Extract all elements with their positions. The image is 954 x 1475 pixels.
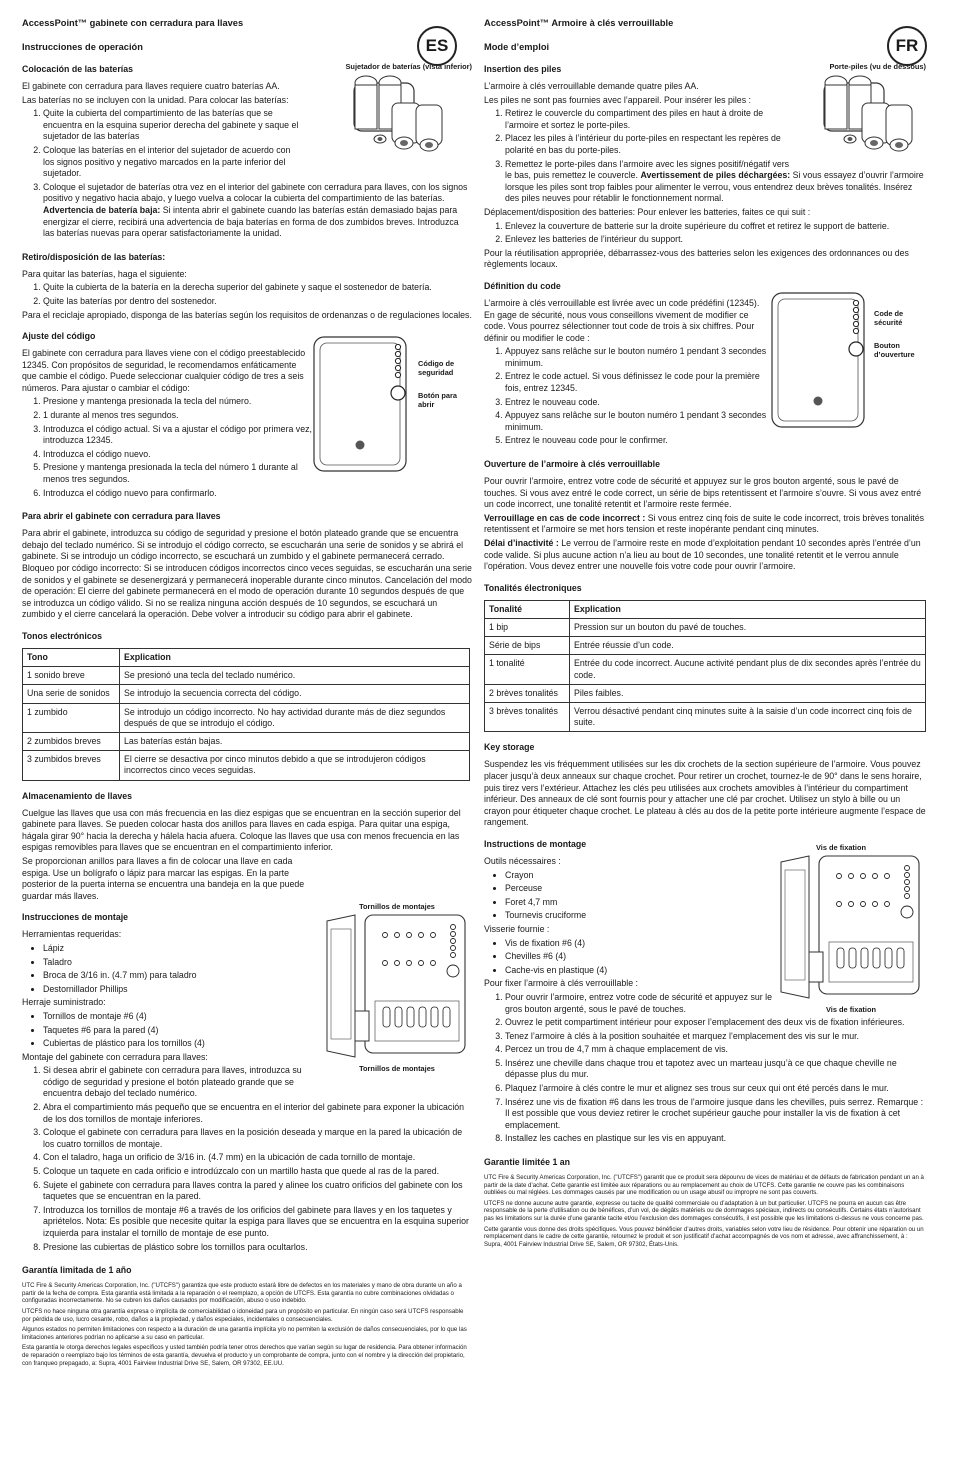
fr-mount-section — [484, 839, 926, 1147]
es-removal-step1: 1. Quite la cubierta de la batería en la derecha superior del gabinete y saque el sostenedor de batería. — [43, 282, 472, 294]
table-row — [23, 732, 470, 750]
fr-tones-heading: Tonalités électroniques — [484, 582, 582, 593]
es-title: AccessPoint™ gabinete con cerradura para llaves — [22, 18, 244, 28]
fr-mount-label-bottom: Vis de fixation — [826, 1004, 876, 1014]
spanish-column — [22, 18, 472, 1370]
list-item: 6. Introduzca el código nuevo para confirmarlo. — [43, 488, 472, 500]
table-cell: Las baterías están bajas. — [120, 732, 470, 750]
cabinet-open-icon — [325, 911, 469, 1059]
fr-open-heading: Ouverture de l’armoire à clés verrouillable — [484, 459, 661, 470]
list-item: • Vis de fixation #6 (4) — [505, 938, 926, 950]
table-cell: Piles faibles. — [570, 684, 926, 702]
table-cell: Tonalité — [485, 600, 570, 618]
table-cell: Série de bips — [485, 637, 570, 655]
table-cell: El cierre se desactiva por cinco minutos debido a que se introdujeron códigos incorrectos cinco veces seguidas. — [120, 751, 470, 780]
cabinet-closed-icon — [312, 335, 408, 473]
fr-warranty-p3: Cette garantie vous donne des droits spécifiques. Vous pouvez bénéficier d’autres droits, variables selon votre lieu de résidence. Pour obtenir une réparation ou un remplacement dans le cadre de cette garantie, retournez le produit et son justificatif d’achat accompagnés de vos nom et adresse, avec affranchissement, à : Supra, 4001 Fairview Industrial Drive SE, Salem, OR 97302, États-Unis. — [484, 1225, 924, 1248]
table-cell: 1 bip — [485, 618, 570, 636]
list-item: 5. Presione y mantenga presionada la tecla del número 1 durante al menos tres segundos. — [43, 462, 472, 485]
es-tools-label: Herramientas requeridas: — [22, 929, 122, 940]
language-badge-fr: FR — [887, 26, 927, 66]
es-removal-recycle: Para el reciclaje apropiado, disponga de las baterías según los requisitos de ordenanzas o de regulaciones locales. — [22, 309, 472, 320]
es-batteries-step3: 3. Coloque el sujetador de baterías otra vez en el interior del gabinete con cerradura para llaves, con los signos positivo y negativo hacia abajo, y luego vuelva a colocar la cubierta del compartimiento de las baterías. Advertencia de batería baja: Si intenta abrir el gabinete cuando las baterías están demasiado bajas para energizar el cierre, recibirá una advertencia de baja baterías en forma de dos zumbidos breves. Introduzca las baterías nuevas para operar satisfactoriamente la unidad. — [43, 182, 472, 240]
list-item: • Lápiz — [43, 943, 472, 955]
list-item: • Crayon — [505, 870, 926, 882]
list-item: 2. 1 durante al menos tres segundos. — [43, 410, 472, 422]
table-cell: Se presionó una tecla del teclado numérico. — [120, 667, 470, 685]
fr-tones-table — [484, 600, 926, 733]
fr-label-button: Bouton d’ouverture — [874, 340, 915, 359]
es-storage-text1: Cuelgue las llaves que usa con más frecuencia en las diez espigas que se encuentran en la sección superior del gabinete para llaves. Se pueden colocar hasta dos anillos para llaves en cada espiga. Para quitar una espiga, hágala girar 90° hacia la derecha y hálela hacia afuera. Coloque las llaves que usa con menos frecuencia en las espigas removibles para llaves que se encuentran en el compartimiento inferior. — [22, 807, 461, 853]
list-item: • Tornillos de montaje #6 (4) — [43, 1011, 472, 1023]
list-item: 5. Coloque un taquete en cada orificio e introdúzcalo con un martillo hasta que quede al ras de la pared. — [43, 1166, 472, 1178]
list-item: 4. Percez un trou de 4,7 mm à chaque emplacement de vis. — [505, 1044, 926, 1056]
es-warranty-heading: Garantía limitada de 1 año — [22, 1265, 132, 1276]
list-item: • Cache-vis en plastique (4) — [505, 965, 926, 977]
fr-open-text: Pour ouvrir l’armoire, entrez votre code de sécurité et appuyez sur le gros bouton argenté, sous le pavé de touches. Si vous avez entré le code correct, un série de bips retentissent et l’armoire s’ouvre. Si vous avez entré un code incorrect, une tonalité retentit et l’armoire reste fermée. — [484, 476, 922, 510]
es-label-code: Código de seguridad — [418, 359, 455, 378]
table-cell: Se introdujo la secuencia correcta del código. — [120, 685, 470, 703]
list-item: • Cubiertas de plástico para los tornillos (4) — [43, 1038, 472, 1050]
battery-holder-icon — [820, 73, 916, 155]
fr-title: AccessPoint™ Armoire à clés verrouillable — [484, 18, 674, 28]
fr-open-delay: Délai d’inactivité : Le verrou de l’armoire reste en mode d’exploitation pendant 10 secondes après l’entrée d’un code valide. Si plus aucune action n’a lieu au bout de 10 secondes, une tonalité retentit et le verrou annule l’opération. Vous devez entrer une nouvelle fois votre code pour ouvrir l’armoire. — [484, 538, 921, 572]
table-row — [485, 637, 926, 655]
es-cabinet-figure — [312, 335, 472, 479]
table-cell: 2 zumbidos breves — [23, 732, 120, 750]
es-tones-heading: Tonos electrónicos — [22, 630, 103, 641]
list-item: 6. Plaquez l’armoire à clés contre le mur et alignez ses trous sur ceux qui ont été percés dans le mur. — [505, 1083, 926, 1095]
list-item: 5. Entrez le nouveau code pour le confirmer. — [505, 435, 926, 447]
list-item: 2. Entrez le code actuel. Si vous définissez le code pour la première fois, entrez 12345. — [505, 371, 926, 394]
fr-storage-text: Suspendez les vis fréquemment utilisées sur les dix crochets de la section supérieure de l’armoire. Vous pouvez placer jusqu’à deux anneaux sur chaque crochet. Pour retirer un crochet, tournez-le de 90° dans le sens horaire, puis tirez vers l’extérieur. Attachez les clés peu utilisées aux crochets amovibles à l’intérieur du compartiment inférieur. Des anneaux de clé sont fournis pour y attacher une clé par crochet. Utilisez un stylo à bille ou un crayon pour étiqueter chaque crochet. Le plateau à clés au dos de la petite porte intérieure augmente l’espace de rangement. — [484, 759, 926, 828]
es-code-heading: Ajuste del código — [22, 331, 96, 342]
fr-removal-step1: 1. Enlevez la couverture de batterie sur la droite supérieure du coffret et retirez le support de batterie. — [505, 221, 926, 233]
list-item: 1. Pour ouvrir l’armoire, entrez votre code de sécurité et appuyez sur le gros bouton argenté, sous le pavé de touches. — [505, 992, 926, 1015]
table-cell: Entrée réussie d’un code. — [570, 637, 926, 655]
fr-mount-figure — [776, 843, 926, 1014]
fr-tools-label: Outils nécessaires : — [484, 855, 561, 866]
list-item: • Broca de 3/16 in. (4.7 mm) para taladro — [43, 970, 472, 982]
fr-mount-label-top: Vis de fixation — [816, 842, 866, 852]
es-batteries-section — [22, 64, 472, 242]
es-storage-heading: Almacenamiento de llaves — [22, 790, 133, 801]
fr-warranty-p2: UTCFS ne donne aucune autre garantie, expresse ou tacite de qualité commerciale ou d’adaptation à un but particulier. UTCFS ne pourra en aucun cas être responsable de la perte d’utilisation ou de bénéfices, d’un vol, de dégâts matériels ou de dommages spéciaux, indirects ou consécutifs. Certains états n’autorisant pas les limitations sur la durée d’une garantie tacite et/ou l’exclusion des dommages consécutifs, il est possible que les limitations ci-dessus ne vous concerne pas. — [484, 1199, 924, 1222]
fr-code-intro: L’armoire à clés verrouillable est livrée avec un code prédéfini (12345). En gage de sécurité, nous vous conseillons vivement de modifier ce code. Vous pourrez sélectionner tout code de trois à six chiffres. Pour définir ou modifier le code : — [484, 297, 760, 343]
fr-mount-heading: Instructions de montage — [484, 838, 587, 849]
table-cell: Entrée du code incorrect. Aucune activité pendant plus de dix secondes après l’entrée du code. — [570, 655, 926, 684]
table-cell: Una serie de sonidos — [23, 685, 120, 703]
es-mounting-label: Montaje del gabinete con cerradura para llaves: — [22, 1051, 208, 1062]
fr-batteries-step1: 1. Retirez le couvercle du compartiment des piles en haut à droite de l’armoire et sortez le porte-piles. — [505, 108, 926, 131]
list-item: 8. Installez les caches en plastique sur les vis en appuyant. — [505, 1133, 926, 1145]
es-warranty-p3: Algunos estados no permiten limitaciones con respecto a la duración de una garantía implícita y/o no permiten la exclusión de daños consecuenciales, por lo que las limitaciones anteriores podrían no aplicarse a su caso en particular. — [22, 1326, 467, 1341]
es-battery-figure-label: Sujetador de baterías (vista inferior) — [345, 62, 472, 71]
fr-mounting-label: Pour fixer l’armoire à clés verrouillable : — [484, 978, 639, 989]
list-item: 3. Coloque el gabinete con cerradura para llaves en la posición deseada y marque en la pared la ubicación de los cuatro tornillos de montaje. — [43, 1127, 472, 1150]
es-warranty-p2: UTCFS no hace ninguna otra garantía expresa o implícita de comerciabilidad o idoneidad para un propósito en particular. En ningún caso será UTCFS responsable por pérdida de uso, lucro cesante, robo, daños a la propiedad, y daños especiales, incidentales o consecuenciales. — [22, 1307, 464, 1323]
fr-batteries-intro2: Les piles ne sont pas fournies avec l’appareil. Pour insérer les piles : — [484, 94, 751, 105]
es-batteries-step1: 1. Quite la cubierta del compartimiento de las baterías que se encuentra en la esquina superior derecha del gabinete y saque el sujetador de las baterías — [43, 108, 303, 143]
es-open-text: Para abrir el gabinete, introduzca su código de seguridad y presione el botón plateado grande que se encuentra debajo del teclado numérico. Si se introdujo el código correcto, se escucharán una serie de sonidos y se abrirá el gabinete. Si se introdujo un código incorrecto, se escuchará un zumbido y el gabinete permanecerá cerrado. Bloqueo por código incorrecto: Si se introducen códigos incorrectos cinco veces seguidas, se escucharán una serie de sonidos y el gabinete se desenergizará y permanecerá inoperable durante cinco minutos. Cancelación del modo de operación: El cierre del gabinete permanecerá en el modo de operación durante 10 segundos después de que se introduzca un código válido. Si no se realiza ninguna acción después de 10 segundos, se escuchará un zumbido y el cierre cancelará la operación. Debe volver a introducir su código para abrir el gabinete. — [22, 528, 472, 620]
table-cell: 1 zumbido — [23, 703, 120, 732]
list-item: 8. Presione las cubiertas de plástico sobre los tornillos para ocultarlos. — [43, 1242, 472, 1254]
table-row — [23, 751, 470, 780]
table-cell: Se introdujo un código incorrecto. No hay actividad durante más de diez segundos después de que se introdujo el código. — [120, 703, 470, 732]
battery-holder-icon — [350, 73, 446, 155]
fr-warranty-heading: Garantie limitée 1 an — [484, 1157, 571, 1168]
fr-removal-step2: 2. Enlevez les batteries de l’intérieur du support. — [505, 234, 926, 246]
es-label-button: Botón para abrir — [418, 391, 458, 410]
fr-batteries-step3: 3. Remettez le porte-piles dans l’armoire avec les signes positif/négatif vers le bas, puis remettez le couvercle. Avertissement de piles déchargées: Si vous essayez d’ouvrir l’armoire lorsque les piles sont trop faibles pour alimenter le verrou, vous entendrez deux brèves tonalités. Insérez des piles neuves pour rétablir le fonctionnement normal. — [505, 159, 926, 205]
list-item: • Chevilles #6 (4) — [505, 951, 926, 963]
table-cell: Tono — [23, 648, 120, 666]
es-storage-text2: Se proporcionan anillos para llaves a fin de colocar una llave en cada espiga. Use un bolígrafo o lápiz para marcar las espigas. En la parte posterior de la puerta interna se encuentra una bandeja en la que puede guardar más llaves. — [22, 855, 305, 901]
fr-batteries-intro1: L’armoire à clés verrouillable demande quatre piles AA. — [484, 81, 699, 91]
list-item: • Taladro — [43, 957, 472, 969]
list-item: 3. Introduzca el código actual. Si va a ajustar el código por primera vez, introduzca 12345. — [43, 424, 472, 447]
es-subtitle: Instrucciones de operación — [22, 42, 143, 52]
fr-removal-recycle: Pour la réutilisation appropriée, débarrassez-vous des batteries selon les exigences des ordonnances ou des règlements locaux. — [484, 247, 909, 270]
cabinet-closed-icon — [770, 291, 866, 429]
table-row — [485, 618, 926, 636]
es-warranty-p1: UTC Fire & Security Americas Corporation, Inc. ("UTCFS") garantiza que este producto estará libre de defectos en los materiales y mano de obra durante un año a partir de la fecha de compra. Esta garantía está limitada a la reparación o el reemplazo, a opción de UTCFS. Esta garantía no cubre combinaciones olvidadas o configuradas incorrectamente. No se cubren los daños causados por modificación, abuso o uso indebido. — [22, 1282, 462, 1305]
list-item: 7. Introduzca los tornillos de montaje #6 a través de los orificios del gabinete para llaves y en los taquetes y apriételos. Nota: Es posible que necesite quitar la espiga para llaves que se encuentra en la esquina superior izquierda para instalar el tornillo de montaje de ese punto. — [43, 1205, 472, 1240]
es-mount-figure — [322, 902, 472, 1073]
es-open-heading: Para abrir el gabinete con cerradura para llaves — [22, 511, 221, 522]
table-cell: 3 zumbidos breves — [23, 751, 120, 780]
es-batteries-step2: 2. Coloque las baterías en el interior del sujetador de acuerdo con los signos positivo y negativo marcados en la parte inferior del sujetador. — [43, 145, 303, 180]
list-item: 1. Appuyez sans relâche sur le bouton numéro 1 pendant 3 secondes minimum. — [505, 346, 926, 369]
table-cell: Explication — [570, 600, 926, 618]
list-item: 4. Introduzca el código nuevo. — [43, 449, 472, 461]
es-removal-heading: Retiro/disposición de las baterías: — [22, 251, 166, 262]
list-item: 4. Appuyez sans relâche sur le bouton numéro 1 pendant 3 secondes minimum. — [505, 410, 926, 433]
fr-warranty-p1: UTC Fire & Security Americas Corporation, Inc. ("UTCFS") garantit que ce produit sera dépourvu de vices de matériau et de défauts de fabrication pendant un an à partir de la date d’achat. Cette garantie est limitée aux réparations ou au remplacement au choix de UTCFS. Cette garantie ne couvre pas les combinaisons oubliées ou mal réglées. Les dommages causés par une modification ou un usage abusif ou impropre ne sont pas couverts. — [484, 1174, 924, 1197]
fr-removal-intro: Déplacement/disposition des batteries: Pour enlever les batteries, faites ce qui suit : — [484, 206, 811, 217]
list-item: 4. Con el taladro, haga un orificio de 3/16 in. (4.7 mm) en la ubicación de cada tornillo de montaje. — [43, 1152, 472, 1164]
es-code-intro: El gabinete con cerradura para llaves viene con el código preestablecido 12345. Con propósitos de seguridad, le recomendamos enfáticamente que cambie el código. Puede seleccionar cualquier código de tres a seis números. Para ajustar o cambiar el código: — [22, 348, 306, 393]
table-cell: 3 brèves tonalités — [485, 703, 570, 732]
es-removal-step2: 2. Quite las baterías por dentro del sostenedor. — [43, 296, 472, 308]
es-mount-label-bottom: Tornillos de montajes — [359, 1064, 435, 1074]
list-item: • Destornillador Phillips — [43, 984, 472, 996]
es-battery-figure — [332, 62, 472, 160]
list-item: • Perceuse — [505, 883, 926, 895]
es-batteries-intro1: El gabinete con cerradura para llaves requiere cuatro baterías AA. — [22, 81, 280, 91]
fr-batteries-step2: 2. Placez les piles à l’intérieur du porte-piles en respectant les repères de polarité en bas du porte-piles. — [505, 133, 926, 156]
es-mount-heading: Instrucciones de montaje — [22, 912, 129, 923]
list-item: 3. Entrez le nouveau code. — [505, 397, 926, 409]
es-mount-section — [22, 902, 472, 1255]
table-cell: Verrou désactivé pendant cinq minutes suite à la saisie d’un code incorrect cinq fois de suite. — [570, 703, 926, 732]
list-item: 2. Ouvrez le petit compartiment intérieur pour exposer l’emplacement des deux vis de fixation inférieures. — [505, 1017, 926, 1029]
list-item: • Taquetes #6 para la pared (4) — [43, 1025, 472, 1037]
table-row — [23, 667, 470, 685]
table-row — [485, 655, 926, 684]
list-item: 1. Si desea abrir el gabinete con cerradura para llaves, introduzca su código de seguridad y presione el botón plateado grande que se encuentra debajo del teclado numérico. — [43, 1065, 305, 1100]
list-item — [23, 648, 470, 666]
es-tones-table — [22, 648, 470, 781]
es-batteries-intro2: Las baterías no se incluyen con la unidad. Para colocar las baterías: — [22, 94, 289, 105]
fr-open-lock: Verrouillage en cas de code incorrect : Si vous entrez cinq fois de suite le code incorrect, trois brèves tonalités retentissent et l’armoire se met hors tension et reste inopérante pendant cinq minutes. — [484, 512, 925, 535]
cabinet-open-icon — [779, 852, 923, 1000]
list-item: 2. Abra el compartimiento más pequeño que se encuentra en el interior del gabinete para exponer la ubicación de los dos tornillos de montaje inferiores. — [43, 1102, 472, 1125]
fr-hardware-label: Visserie fournie : — [484, 923, 550, 934]
language-badge-es: ES — [417, 26, 457, 66]
es-batteries-heading: Colocación de las baterías — [22, 64, 133, 74]
list-item: • Foret 4,7 mm — [505, 897, 926, 909]
table-cell: Pression sur un bouton du pavé de touches. — [570, 618, 926, 636]
fr-subtitle: Mode d’emploi — [484, 42, 550, 52]
fr-batteries-section — [484, 64, 926, 207]
table-cell: 2 brèves tonalités — [485, 684, 570, 702]
list-item: 7. Insérez une vis de fixation #6 dans les trous de l’armoire jusque dans les chevilles, puis serrez. Remarque : Il est possible que vous deviez retirer le crochet supérieur gauche pour installer la vis de fixation à cet emplacement. — [505, 1097, 926, 1132]
table-cell: Explication — [120, 648, 470, 666]
fr-battery-figure-label: Porte-piles (vu de dessous) — [829, 62, 926, 71]
fr-battery-figure — [796, 62, 926, 160]
es-warranty-p4: Esta garantía le otorga derechos legales específicos y usted también podría tener otros derechos que varían según su lugar de residencia. Para obtener información de reparación o reemplazo bajo los términos de esta garantía, devuelva el producto y un comprobante de compra, junto con el nombre y la dirección del propietario, con franqueo prepagado, a: Supra, 4001 Fairview Industrial Drive SE, Salem, OR 97302, EE.UU. — [22, 1344, 467, 1367]
french-column — [484, 18, 926, 1251]
table-row — [485, 684, 926, 702]
list-item: 3. Tenez l’armoire à clés à la position souhaitée et marquez l’emplacement des vis sur le mur. — [505, 1031, 926, 1043]
fr-label-code: Code de sécurité — [874, 308, 904, 327]
fr-batteries-heading: Insertion des piles — [484, 64, 562, 74]
es-mount-label-top: Tornillos de montajes — [359, 902, 435, 912]
table-cell: 1 tonalité — [485, 655, 570, 684]
table-cell: 1 sonido breve — [23, 667, 120, 685]
list-item: 6. Sujete el gabinete con cerradura para llaves contra la pared y alinee los cuatro orificios del gabinete con los taquetes que se encuentran en la pared. — [43, 1180, 472, 1203]
list-item: • Tournevis cruciforme — [505, 910, 926, 922]
fr-storage-heading: Key storage — [484, 742, 535, 753]
es-removal-intro: Para quitar las baterías, haga el siguiente: — [22, 268, 187, 279]
list-item: 5. Insérez une cheville dans chaque trou et tapotez avec un marteau jusqu’à ce que chaque cheville ne dépasse plus du mur. — [505, 1058, 926, 1081]
es-code-section — [22, 331, 472, 501]
list-item — [485, 600, 926, 618]
list-item: 1. Presione y mantenga presionada la tecla del número. — [43, 396, 472, 408]
table-row — [485, 703, 926, 732]
table-row — [23, 703, 470, 732]
fr-code-heading: Définition du code — [484, 280, 561, 291]
es-hardware-label: Herraje suministrado: — [22, 997, 106, 1008]
table-row — [23, 685, 470, 703]
fr-cabinet-figure — [770, 291, 926, 435]
fr-code-section — [484, 281, 926, 449]
